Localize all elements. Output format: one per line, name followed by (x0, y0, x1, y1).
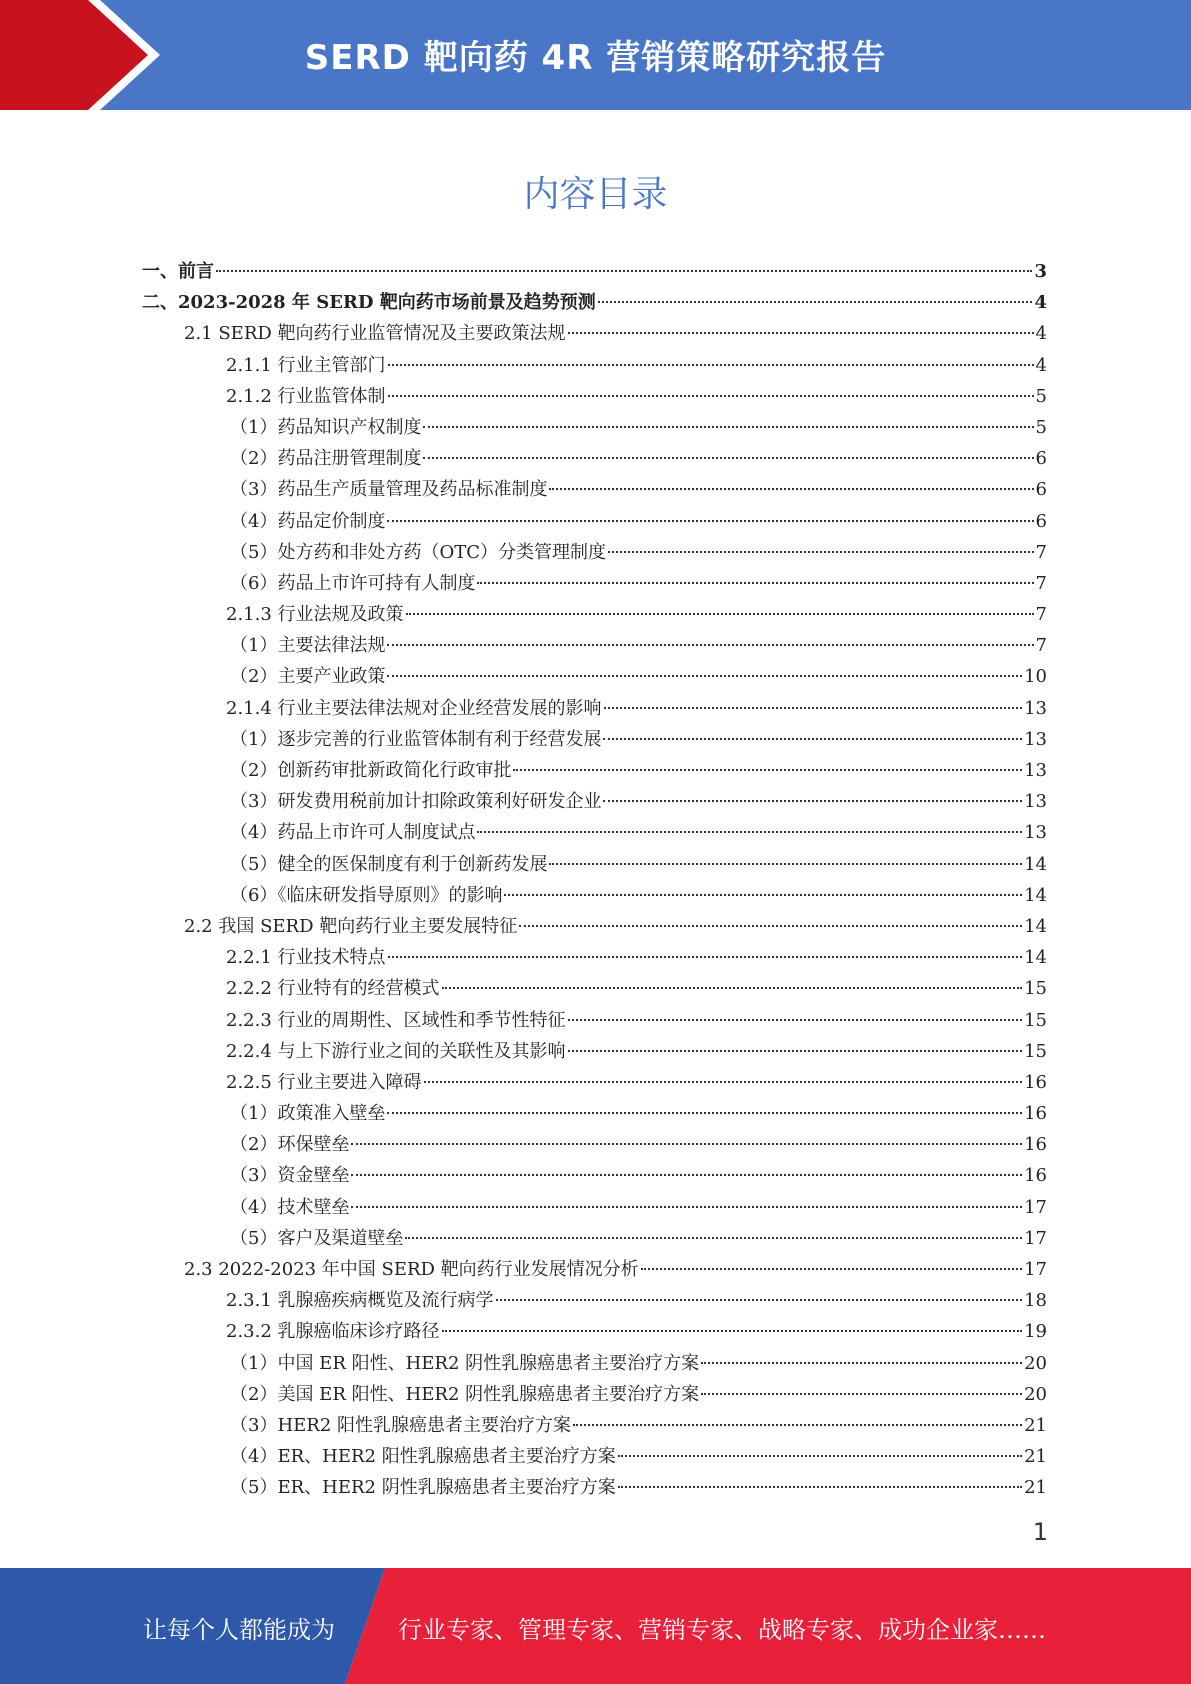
toc-dot-leader (423, 426, 1033, 428)
toc-dot-leader (603, 738, 1022, 740)
toc-entry[interactable] (142, 755, 1047, 786)
toc-entry[interactable] (142, 1005, 1047, 1036)
toc-dot-leader (568, 332, 1034, 334)
toc-entry-page: 17 (1024, 1196, 1047, 1218)
toc-entry-page: 6 (1035, 448, 1047, 470)
toc-entry[interactable] (142, 1160, 1047, 1191)
toc-entry-page: 4 (1034, 292, 1047, 314)
toc-dot-leader (618, 1455, 1022, 1457)
toc-entry-page: 15 (1024, 1040, 1047, 1062)
toc-dot-leader (424, 1081, 1023, 1083)
toc-dot-leader (351, 1143, 1022, 1145)
toc-entry-title: （4）药品定价制度 (230, 510, 386, 532)
toc-entry-page: 14 (1024, 884, 1047, 906)
toc-dot-leader (406, 613, 1034, 615)
toc-entry-title: 2.1.2 行业监管体制 (226, 385, 386, 407)
toc-entry-page: 17 (1024, 1259, 1047, 1280)
toc-entry-title: （2）环保壁垒 (230, 1134, 350, 1156)
toc-entry[interactable] (142, 911, 1047, 942)
toc-entry[interactable] (142, 1067, 1047, 1098)
toc-entry-title: （5）健全的医保制度有利于创新药发展 (230, 853, 548, 875)
toc-entry-title: （6）药品上市许可持有人制度 (230, 572, 476, 594)
toc-entry-page: 14 (1024, 947, 1047, 969)
toc-dot-leader (549, 863, 1022, 865)
toc-entry-title: （5）ER、HER2 阴性乳腺癌患者主要治疗方案 (230, 1477, 616, 1499)
toc-entry-title: （2）美国 ER 阳性、HER2 阴性乳腺癌患者主要治疗方案 (230, 1383, 700, 1405)
toc-dot-leader (388, 395, 1034, 397)
toc-entry-page: 4 (1035, 354, 1047, 376)
toc-entry-page: 19 (1024, 1321, 1047, 1343)
toc-dot-leader (442, 1330, 1023, 1332)
toc-entry-page: 7 (1035, 572, 1047, 594)
toc-entry-title: （2）药品注册管理制度 (230, 448, 422, 470)
toc-entry[interactable] (142, 817, 1047, 848)
toc-dot-leader (496, 1299, 1023, 1301)
toc-entry[interactable] (142, 1379, 1047, 1410)
table-of-contents (142, 256, 1047, 1504)
toc-entry[interactable] (142, 381, 1047, 412)
toc-entry-page: 15 (1024, 1009, 1047, 1031)
footer-slogan-left: 让每个人都能成为 (143, 1616, 335, 1644)
toc-entry-page: 17 (1024, 1227, 1047, 1249)
toc-entry-page: 7 (1035, 541, 1047, 563)
toc-entry-title: （5）处方药和非处方药（OTC）分类管理制度 (230, 541, 606, 563)
toc-entry-title: 2.2.5 行业主要进入障碍 (226, 1071, 422, 1093)
toc-entry-title: 2.3.2 乳腺癌临床诊疗路径 (226, 1321, 440, 1343)
toc-entry-title: （3）药品生产质量管理及药品标准制度 (230, 479, 548, 501)
toc-entry-title: 2.2.1 行业技术特点 (226, 947, 386, 969)
toc-entry[interactable] (142, 1441, 1047, 1472)
toc-entry[interactable] (142, 412, 1047, 443)
toc-dot-leader (598, 301, 1033, 303)
toc-dot-leader (387, 1112, 1022, 1114)
toc-dot-leader (701, 1362, 1022, 1364)
toc-dot-leader (573, 1424, 1022, 1426)
toc-entry-title: （3）资金壁垒 (230, 1165, 350, 1187)
toc-entry-title: 2.1.4 行业主要法律法规对企业经营发展的影响 (226, 697, 602, 719)
toc-entry-title: （2）创新药审批新政简化行政审批 (230, 760, 512, 781)
toc-entry-page: 16 (1024, 1071, 1047, 1093)
toc-entry[interactable] (142, 256, 1047, 287)
toc-entry-page: 7 (1035, 635, 1047, 657)
toc-dot-leader (387, 644, 1033, 646)
toc-entry[interactable] (142, 786, 1047, 817)
toc-entry[interactable] (142, 506, 1047, 537)
toc-entry-title: 2.3.1 乳腺癌疾病概览及流行病学 (226, 1290, 494, 1312)
toc-entry-page: 16 (1024, 1165, 1047, 1187)
toc-entry-page: 6 (1035, 510, 1047, 532)
toc-entry[interactable] (142, 474, 1047, 505)
toc-entry-title: （4）ER、HER2 阳性乳腺癌患者主要治疗方案 (230, 1446, 616, 1468)
toc-entry[interactable] (142, 724, 1047, 755)
toc-entry[interactable] (142, 880, 1047, 911)
toc-dot-leader (388, 956, 1023, 958)
toc-dot-leader (387, 675, 1022, 677)
toc-entry[interactable] (142, 350, 1047, 381)
toc-entry-page: 13 (1024, 697, 1047, 719)
toc-entry-title: （1）中国 ER 阳性、HER2 阴性乳腺癌患者主要治疗方案 (230, 1352, 700, 1374)
toc-entry-page: 13 (1024, 791, 1047, 813)
toc-entry-title: （5）客户及渠道壁垒 (230, 1227, 404, 1249)
toc-dot-leader (405, 1237, 1022, 1239)
toc-entry-page: 3 (1034, 261, 1047, 282)
toc-entry-page: 14 (1024, 915, 1047, 937)
toc-entry-title: 一、前言 (142, 261, 214, 282)
toc-entry-title: （3）HER2 阳性乳腺癌患者主要治疗方案 (230, 1414, 572, 1436)
toc-entry-page: 14 (1024, 853, 1047, 875)
toc-entry[interactable] (142, 568, 1047, 599)
toc-dot-leader (608, 551, 1034, 553)
toc-entry-page: 20 (1024, 1352, 1047, 1374)
toc-entry-title: 2.1 SERD 靶向药行业监管情况及主要政策法规 (184, 323, 566, 345)
toc-entry[interactable] (142, 1285, 1047, 1316)
toc-dot-leader (351, 1206, 1022, 1208)
toc-dot-leader (604, 707, 1023, 709)
toc-entry[interactable] (142, 661, 1047, 692)
toc-entry-page: 5 (1035, 385, 1047, 407)
toc-entry-title: （4）技术壁垒 (230, 1196, 350, 1218)
toc-entry-page: 21 (1024, 1477, 1047, 1499)
toc-entry-title: 2.2 我国 SERD 靶向药行业主要发展特征 (184, 915, 518, 937)
toc-entry-title: （1）主要法律法规 (230, 635, 386, 657)
toc-entry-title: （4）药品上市许可人制度试点 (230, 822, 476, 844)
toc-entry-title: 二、2023-2028 年 SERD 靶向药市场前景及趋势预测 (142, 292, 596, 314)
toc-entry-page: 13 (1024, 760, 1047, 781)
toc-entry[interactable] (142, 1410, 1047, 1441)
toc-entry-title: 2.2.3 行业的周期性、区域性和季节性特征 (226, 1009, 566, 1031)
toc-entry-page: 10 (1024, 666, 1047, 688)
toc-dot-leader (603, 800, 1022, 802)
toc-entry[interactable] (142, 537, 1047, 568)
toc-entry-page: 16 (1024, 1134, 1047, 1156)
toc-entry[interactable] (142, 1098, 1047, 1129)
toc-entry-title: 2.3 2022-2023 年中国 SERD 靶向药行业发展情况分析 (184, 1259, 639, 1280)
toc-dot-leader (388, 364, 1034, 366)
toc-entry-title: （1）政策准入壁垒 (230, 1103, 386, 1125)
toc-entry-title: （1）药品知识产权制度 (230, 416, 422, 438)
toc-entry-title: 2.1.3 行业法规及政策 (226, 604, 404, 626)
toc-dot-leader (477, 831, 1022, 833)
toc-entry[interactable] (142, 1192, 1047, 1223)
toc-entry[interactable] (142, 1129, 1047, 1160)
toc-entry-page: 5 (1035, 416, 1047, 438)
toc-dot-leader (641, 1268, 1022, 1270)
header-banner (0, 0, 1191, 110)
toc-entry-page: 21 (1024, 1414, 1047, 1436)
page-number: 1 (1032, 1518, 1048, 1546)
toc-entry-title: （1）逐步完善的行业监管体制有利于经营发展 (230, 728, 602, 750)
toc-entry[interactable] (142, 1472, 1047, 1503)
toc-dot-leader (549, 488, 1033, 490)
toc-heading: 内容目录 (523, 174, 668, 215)
toc-dot-leader (618, 1486, 1022, 1488)
toc-entry-title: （3）研发费用税前加计扣除政策利好研发企业 (230, 791, 602, 813)
toc-entry[interactable] (142, 599, 1047, 630)
toc-dot-leader (513, 769, 1022, 771)
toc-dot-leader (568, 1019, 1023, 1021)
toc-dot-leader (477, 582, 1033, 584)
toc-entry[interactable] (142, 1223, 1047, 1254)
toc-entry-title: （2）主要产业政策 (230, 666, 386, 688)
toc-entry-page: 4 (1035, 323, 1047, 345)
toc-entry-page: 7 (1035, 604, 1047, 626)
toc-entry[interactable] (142, 693, 1047, 724)
toc-entry-page: 15 (1024, 978, 1047, 1000)
toc-entry[interactable] (142, 1348, 1047, 1379)
toc-entry-page: 6 (1035, 479, 1047, 501)
toc-entry[interactable] (142, 1316, 1047, 1347)
toc-entry-page: 21 (1024, 1446, 1047, 1468)
toc-entry-page: 16 (1024, 1103, 1047, 1125)
toc-entry-page: 18 (1024, 1290, 1047, 1312)
toc-entry[interactable] (142, 318, 1047, 349)
footer-slogan-right: 行业专家、管理专家、营销专家、战略专家、成功企业家…… (398, 1616, 1046, 1644)
toc-dot-leader (504, 894, 1022, 896)
toc-entry-title: 2.2.2 行业特有的经营模式 (226, 978, 440, 1000)
toc-entry[interactable] (142, 1036, 1047, 1067)
toc-entry[interactable] (142, 973, 1047, 1004)
toc-entry[interactable] (142, 287, 1047, 318)
toc-entry-page: 13 (1024, 822, 1047, 844)
report-title: SERD 靶向药 4R 营销策略研究报告 (304, 38, 887, 78)
toc-dot-leader (216, 270, 1032, 272)
toc-dot-leader (423, 457, 1033, 459)
toc-entry-page: 13 (1024, 728, 1047, 750)
toc-entry[interactable] (142, 1254, 1047, 1285)
toc-dot-leader (519, 925, 1022, 927)
toc-entry[interactable] (142, 630, 1047, 661)
toc-entry-page: 20 (1024, 1383, 1047, 1405)
toc-entry-title: 2.1.1 行业主管部门 (226, 354, 386, 376)
toc-dot-leader (568, 1050, 1023, 1052)
toc-entry[interactable] (142, 849, 1047, 880)
toc-entry[interactable] (142, 942, 1047, 973)
toc-dot-leader (387, 520, 1033, 522)
footer-banner (0, 1568, 1191, 1684)
toc-dot-leader (442, 987, 1023, 989)
toc-entry-title: （6）《临床研发指导原则》的影响 (230, 884, 503, 906)
toc-dot-leader (351, 1174, 1022, 1176)
toc-entry-title: 2.2.4 与上下游行业之间的关联性及其影响 (226, 1040, 566, 1062)
toc-dot-leader (701, 1393, 1022, 1395)
toc-entry[interactable] (142, 443, 1047, 474)
